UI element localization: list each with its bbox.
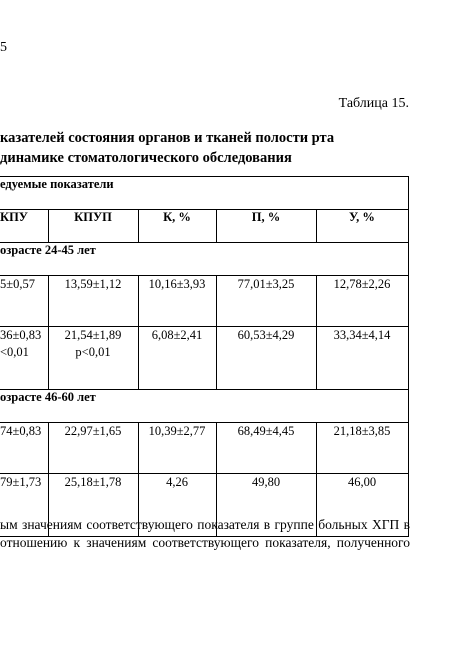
table-cell: 68,49±4,45 [216,423,316,474]
table-cell: 6,08±2,41 [138,327,216,390]
table-row [0,327,408,390]
indicators-table [0,176,409,537]
footnote [0,516,410,552]
table-cell: 49,80 [216,474,316,537]
column-header: КПУ [0,210,48,243]
table-cell: 5±0,57 [0,276,48,327]
group-label: озрасте 24-45 лет [0,243,408,276]
table-cell: 10,39±2,77 [138,423,216,474]
title-line-1: казателей состояния органов и тканей полости рта [0,130,335,146]
table-cell: 13,59±1,12 [48,276,138,327]
table-title [0,128,475,168]
table-cell: 21,54±1,89 p<0,01 [48,327,138,390]
title-line-2: динамике стоматологического обследования [0,150,292,166]
table-cell: 22,97±1,65 [48,423,138,474]
footnote-line-2: отношению к значениям соответствующего показателя, полученного [0,535,410,550]
table-header-span: едуемые показатели [0,177,408,210]
table-row [0,276,408,327]
column-header: П, % [216,210,316,243]
table-cell: 4,26 [138,474,216,537]
column-header: У, % [316,210,408,243]
table-cell: 25,18±1,78 [48,474,138,537]
table-cell: 77,01±3,25 [216,276,316,327]
table-cell: 12,78±2,26 [316,276,408,327]
table-cell: 60,53±4,29 [216,327,316,390]
table-row [0,423,408,474]
column-header: К, % [138,210,216,243]
group-label: озрасте 46-60 лет [0,390,408,423]
table-cell: 74±0,83 [0,423,48,474]
table-cell: 46,00 [316,474,408,537]
table-label: Таблица 15. [338,96,409,111]
table-cell: 21,18±3,85 [316,423,408,474]
table-cell: 10,16±3,93 [138,276,216,327]
footnote-line-1: ым значениям соответствующего показателя в группе больных ХГП в [0,517,410,532]
table-cell: 36±0,83 <0,01 [0,327,48,390]
page-number: 5 [0,40,7,55]
table-cell: 33,34±4,14 [316,327,408,390]
table-cell: 79±1,73 [0,474,48,537]
column-header: КПУП [48,210,138,243]
